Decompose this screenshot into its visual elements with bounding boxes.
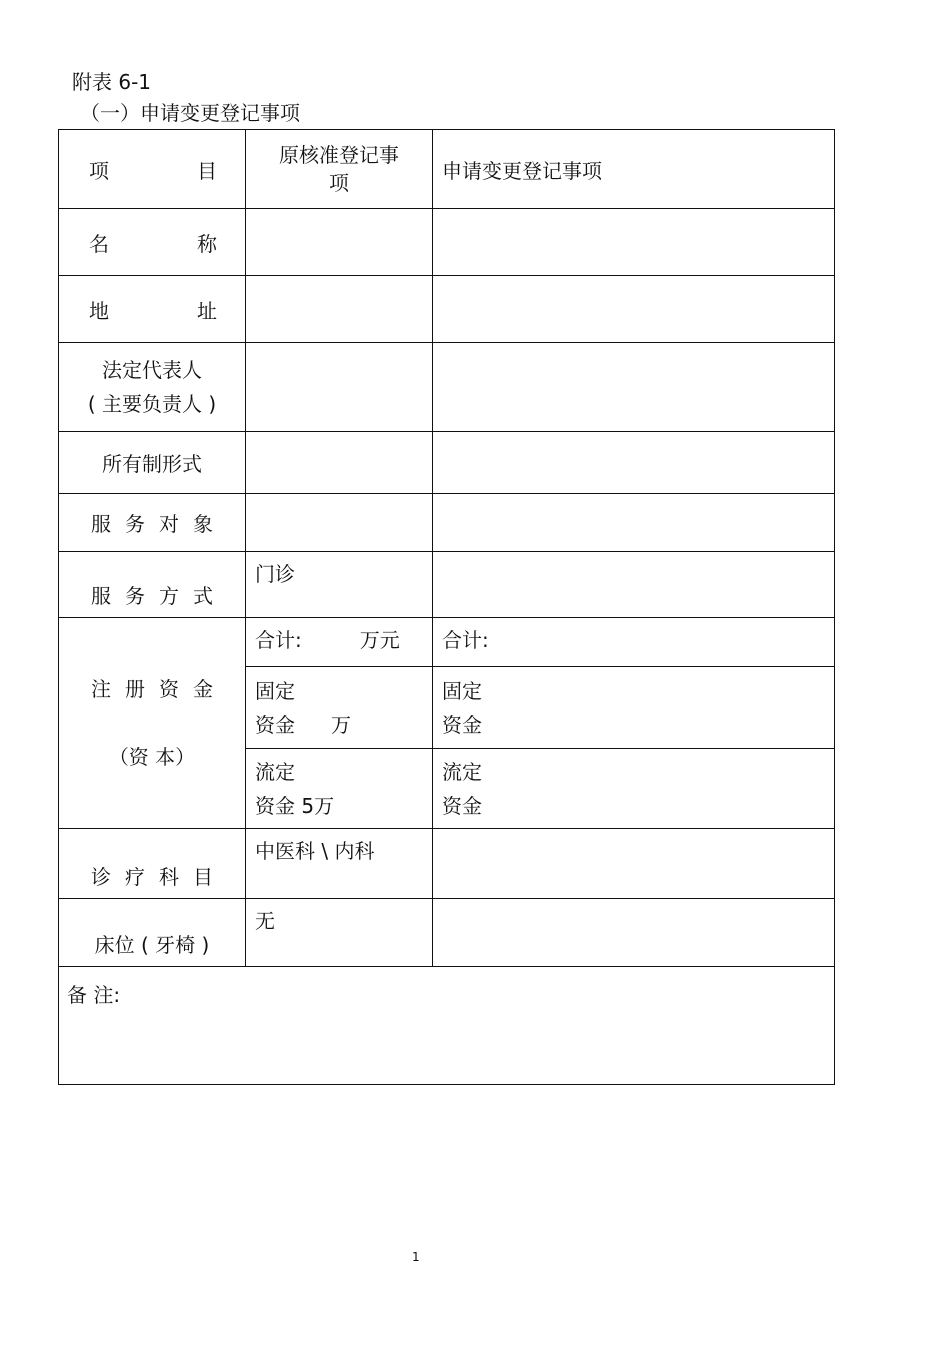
table-row-capital-total (59, 618, 835, 667)
capital-total-label-new: 合计: (442, 628, 489, 652)
row-label-ownership (59, 432, 246, 494)
header-original-cell (246, 130, 433, 209)
capital-liquid-requested-cell[interactable] (433, 749, 835, 829)
table-row-remarks (59, 967, 835, 1085)
departments-original-value: 中医科 \ 内科 (255, 839, 375, 863)
row-label-departments (59, 829, 246, 899)
name-label-char-2: 称 (197, 231, 217, 256)
departments-requested-cell[interactable] (433, 829, 835, 899)
ownership-original-cell[interactable] (246, 432, 433, 494)
capital-fixed-requested-cell[interactable] (433, 667, 835, 749)
header-requested-cell (433, 130, 835, 209)
capital-label-line1: 注册资金 (91, 677, 227, 701)
service-target-requested-cell[interactable] (433, 494, 835, 552)
row-label-capital (59, 618, 246, 829)
row-label-beds (59, 899, 246, 967)
departments-label: 诊疗科目 (91, 865, 227, 889)
table-header-row (59, 130, 835, 209)
header-original-line2: 项 (329, 171, 349, 195)
capital-fixed-line2: 资金 (255, 712, 295, 737)
table-row-address (59, 276, 835, 343)
capital-liquid-original-cell[interactable] (246, 749, 433, 829)
capital-liquid-line2: 资金 5万 (255, 793, 335, 818)
service-mode-label: 服务方式 (91, 584, 227, 608)
address-original-cell[interactable] (246, 276, 433, 343)
capital-total-requested-cell[interactable] (433, 618, 835, 667)
capital-fixed-line1: 固定 (255, 678, 295, 703)
capital-liquid-line2-new: 资金 (442, 793, 482, 818)
section-title: （一）申请变更登记事项 (80, 101, 300, 125)
table-row-name (59, 209, 835, 276)
capital-label-line2: （资 本） (108, 745, 196, 769)
capital-total-unit: 万元 (359, 628, 400, 652)
beds-original-value: 无 (255, 909, 275, 933)
row-label-service-target (59, 494, 246, 552)
service-target-original-cell[interactable] (246, 494, 433, 552)
address-requested-cell[interactable] (433, 276, 835, 343)
row-label-address (59, 276, 246, 343)
header-original-line1: 原核准登记事 (279, 143, 399, 167)
name-original-cell[interactable] (246, 209, 433, 276)
capital-fixed-original-cell[interactable] (246, 667, 433, 749)
row-label-legal-rep (59, 343, 246, 432)
capital-total-original-cell[interactable] (246, 618, 433, 667)
capital-liquid-line1: 流定 (255, 759, 295, 784)
service-mode-original-value: 门诊 (255, 562, 295, 586)
table-row-ownership (59, 432, 835, 494)
table-row-beds (59, 899, 835, 967)
legal-rep-original-cell[interactable] (246, 343, 433, 432)
beds-original-cell[interactable] (246, 899, 433, 967)
beds-requested-cell[interactable] (433, 899, 835, 967)
capital-total-label: 合计: (255, 628, 302, 652)
header-item-char-1: 项 (89, 158, 109, 183)
remarks-cell[interactable] (59, 967, 835, 1085)
legal-rep-requested-cell[interactable] (433, 343, 835, 432)
beds-label: 床位 ( 牙椅 ) (94, 933, 210, 957)
capital-liquid-line1-new: 流定 (442, 759, 482, 784)
name-label-char-1: 名 (89, 231, 109, 256)
table-row-service-target (59, 494, 835, 552)
service-mode-original-cell[interactable] (246, 552, 433, 618)
table-row-departments (59, 829, 835, 899)
header-item-char-2: 目 (197, 158, 217, 183)
legal-rep-label-line1: 法定代表人 (102, 358, 202, 382)
address-label-char-1: 地 (89, 298, 109, 323)
table-row-service-mode (59, 552, 835, 618)
row-label-name (59, 209, 246, 276)
remarks-label: 备 注: (67, 983, 121, 1007)
header-requested-label: 申请变更登记事项 (442, 158, 602, 183)
service-target-label: 服务对象 (91, 512, 227, 536)
legal-rep-label-line2: ( 主要负责人 ) (87, 392, 217, 416)
appendix-label: 附表 6-1 (72, 70, 152, 94)
capital-fixed-line2-new: 资金 (442, 712, 482, 737)
departments-original-cell[interactable] (246, 829, 433, 899)
capital-fixed-unit: 万 (331, 712, 351, 737)
header-item-cell (59, 130, 246, 209)
table-row-legal-rep (59, 343, 835, 432)
name-requested-cell[interactable] (433, 209, 835, 276)
ownership-label: 所有制形式 (102, 452, 202, 476)
capital-fixed-line1-new: 固定 (442, 678, 482, 703)
page-number: 1 (412, 1250, 420, 1264)
service-mode-requested-cell[interactable] (433, 552, 835, 618)
row-label-service-mode (59, 552, 246, 618)
change-registration-table (58, 129, 835, 1085)
ownership-requested-cell[interactable] (433, 432, 835, 494)
address-label-char-2: 址 (197, 298, 217, 323)
